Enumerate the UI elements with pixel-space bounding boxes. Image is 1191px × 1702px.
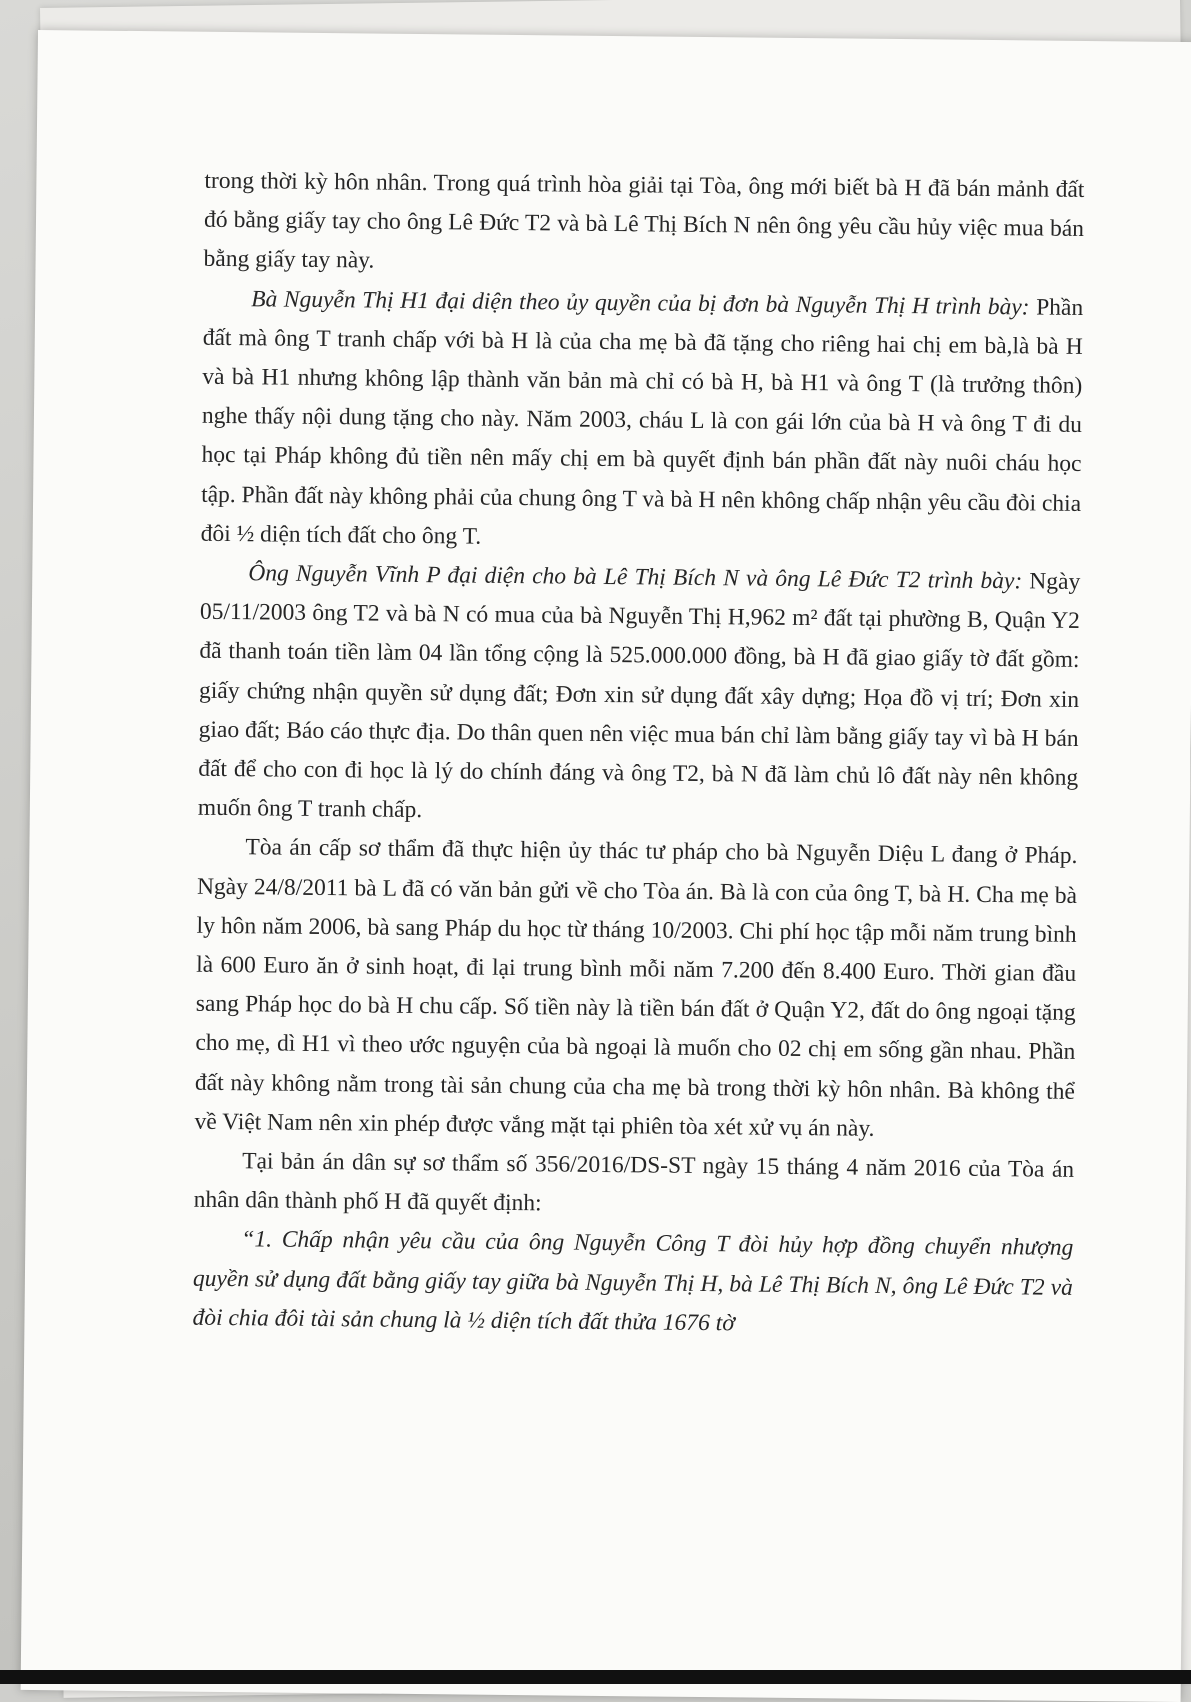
paragraph-3-text: Ngày 05/11/2003 ông T2 và bà N có mua của bà Nguyễn Thị H,962 m² đất tại phường B, Quận Y2 đã thanh toán tiền làm 04 lần tổng cộng là 525.000.000 đồng, bà H đã giao giấy tờ đất gồm: giấy chứng nhận quyền sử dụng đất; Đơn xin sử dụng đất xây dựng; Họa đồ vị trí; Đơn xin giao đất; Báo cáo thực địa. Do thân quen nên việc mua bán chỉ làm bằng giấy tay vì bà H bán đất để cho con đi học là lý do chính đáng và ông T2, bà N đã làm chủ lô đất này nên không muốn ông T tranh chấp. bbox=[197, 568, 1081, 824]
paragraph-4: Tòa án cấp sơ thẩm đã thực hiện ủy thác tư pháp cho bà Nguyễn Diệu L đang ở Pháp. Ngày 24/8/2011 bà L đã có văn bản gửi về cho Tòa án. Bà là con của ông T, bà H. Cha mẹ bà ly hôn năm 2006, bà sang Pháp du học từ tháng 10/2003. Chi phí học tập mỗi năm trung bình là 600 Euro ăn ở sinh hoạt, đi lại trung bình mỗi năm 7.200 đến 8.400 Euro. Thời gian đầu sang Pháp học do bà H chu cấp. Số tiền này là tiền bán đất ở Quận Y2, đất do ông ngoại tặng cho mẹ, dì H1 vì theo ước nguyện của bà ngoại là muốn cho 02 chị em sống gần nhau. Phần đất này không nằm trong tài sản chung của cha mẹ bà trong thời kỳ hôn nhân. Bà không thể về Việt Nam nên xin phép được vắng mặt tại phiên tòa xét xử vụ án này. bbox=[194, 834, 1078, 1142]
paragraph-2-text: Phần đất mà ông T tranh chấp với bà H là của cha mẹ bà đã tặng cho riêng hai chị em bà,là bà H và bà H1 nhưng không lập thành văn bản mà chỉ có bà H, bà H1 và ông T (là trưởng thôn) nghe thấy nội dung tặng cho này. Năm 2003, cháu L là con gái lớn của bà H và ông T đi du học tại Pháp không đủ tiền nên mấy chị em bà quyết định bán phần đất này nuôi cháu học tập. Phần đất này không phải của chung ông T và bà H nên không chấp nhận yêu cầu đòi chia đôi ½ diện tích đất cho ông T. bbox=[200, 294, 1084, 550]
paragraph-6-quote: “1. Chấp nhận yêu cầu của ông Nguyễn Công T đòi hủy hợp đồng chuyển nhượng quyền sử dụng đất bằng giấy tay giữa bà Nguyễn Thị H, bà Lê Thị Bích N, ông Lê Đức T2 và đòi chia đôi tài sản chung là ½ diện tích đất thửa 1676 tờ bbox=[192, 1226, 1074, 1337]
paragraph-2 bbox=[201, 279, 1084, 563]
document-page bbox=[21, 30, 1191, 1702]
paragraph-3-speaker: Ông Nguyễn Vĩnh P đại diện cho bà Lê Thị Bích N và ông Lê Đức T2 trình bày: bbox=[248, 560, 1023, 595]
paragraph-5: Tại bản án dân sự sơ thẩm số 356/2016/DS-ST ngày 15 tháng 4 năm 2016 của Tòa án nhân dân thành phố H đã quyết định: bbox=[193, 1148, 1075, 1217]
paragraph-2-speaker: Bà Nguyễn Thị H1 đại diện theo ủy quyền của bị đơn bà Nguyễn Thị H trình bày: bbox=[251, 285, 1030, 321]
document-body bbox=[192, 162, 1084, 1347]
bottom-edge-shadow bbox=[0, 1670, 1191, 1684]
paragraph-3 bbox=[198, 554, 1081, 838]
paragraph-1: trong thời kỳ hôn nhân. Trong quá trình hòa giải tại Tòa, ông mới biết bà H đã bán mảnh đất đó bằng giấy tay cho ông Lê Đức T2 và bà Lê Thị Bích N nên ông yêu cầu hủy việc mua bán bằng giấy tay này. bbox=[203, 167, 1085, 274]
